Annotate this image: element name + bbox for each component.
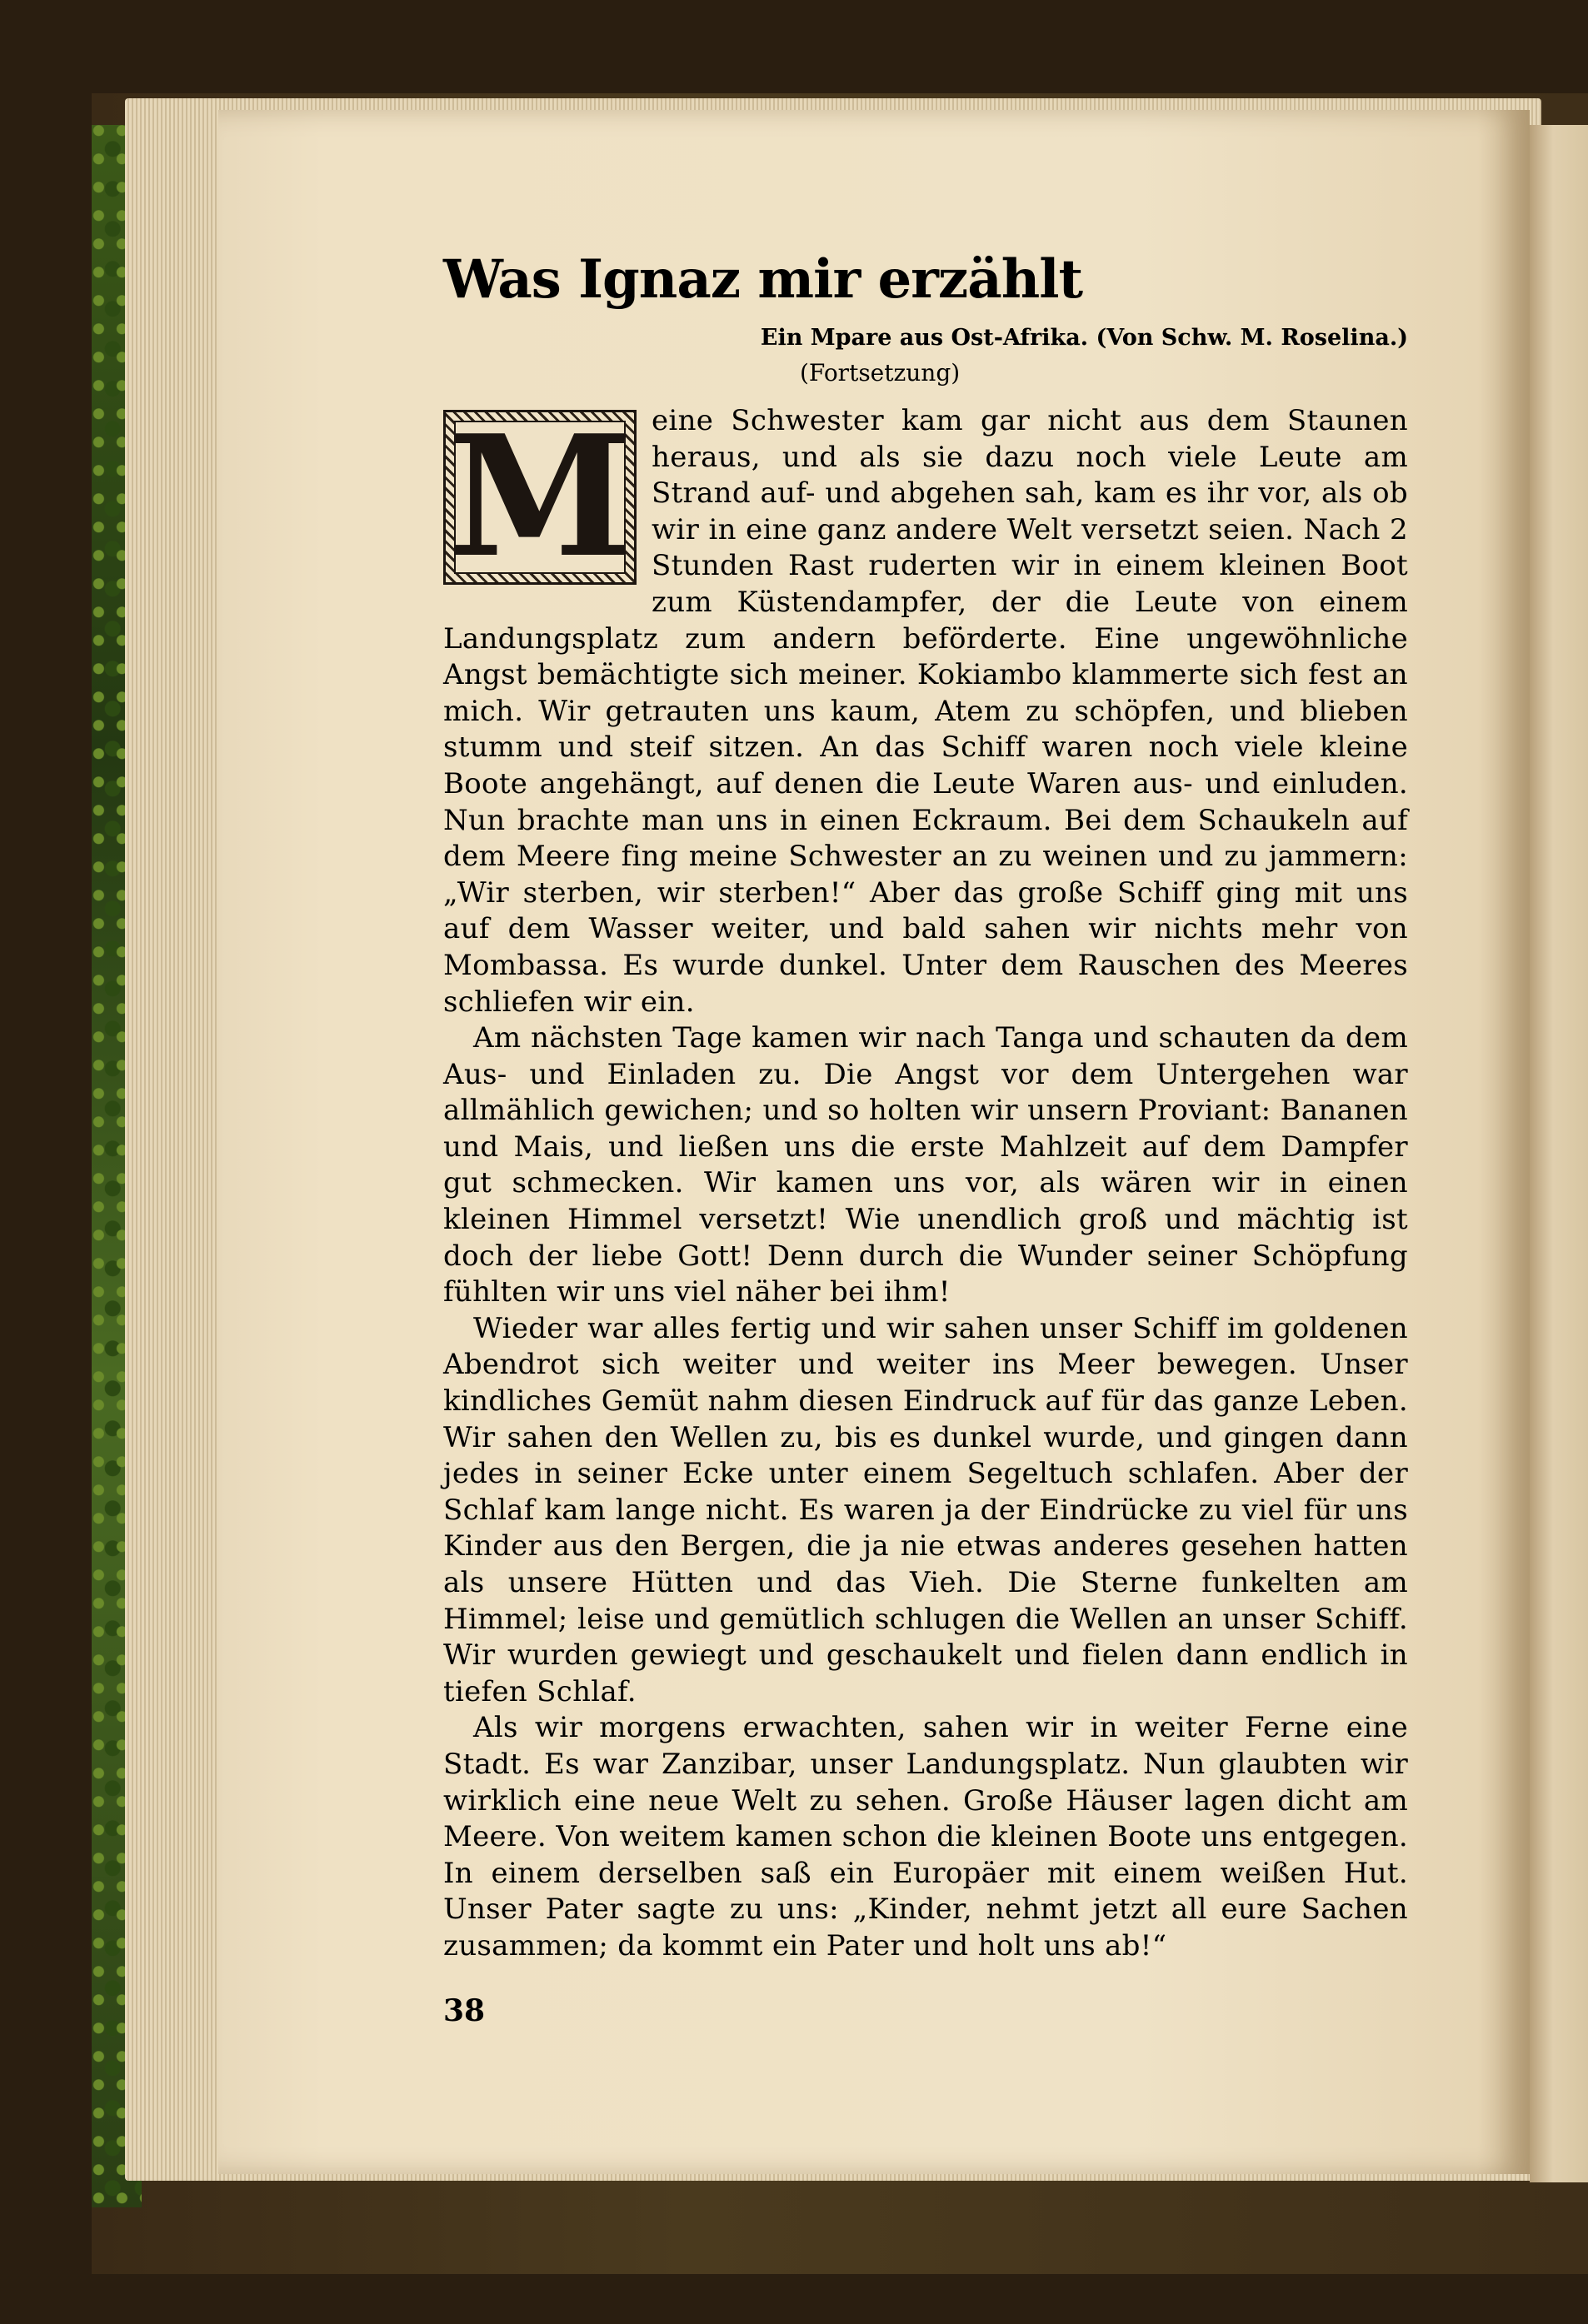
facing-page-edge bbox=[1530, 125, 1588, 2182]
article-title: Was Ignaz mir erzählt bbox=[443, 248, 1083, 311]
paragraph-2: Am nächsten Tage kamen wir nach Tanga und schauten da dem Aus- und Einladen zu. Die Angst vor dem Untergehen war allmählich gewichen; und so holten wir unsern Proviant: Bananen und Mais, und ließen uns die erste Mahlzeit auf dem Dampfer gut schmecken. Wir kamen uns vor, als wären wir in einen kleinen Himmel versetzt! Wie unendlich groß und mächtig ist doch der liebe Gott! Denn durch die Wunder seiner Schöpfung fühlten wir uns viel näher bei ihm! bbox=[443, 1021, 1408, 1309]
paragraph-3: Wieder war alles fertig und wir sahen unser Schiff im goldenen Abendrot sich weiter und weiter ins Meer bewegen. Unser kindliches Gemüt nahm diesen Eindruck auf für das ganze Leben. Wir sahen den Wellen zu, bis es dunkel wurde, und gingen dann jedes in seiner Ecke unter einem Segeltuch schlafen. Aber der Schlaf kam lange nicht. Es waren ja der Eindrücke zu viel für uns Kinder aus den Bergen, die ja nie etwas anderes gesehen hatten als unsere Hütten und das Vieh. Die Sterne funkelten am Himmel; leise und gemütlich schlugen die Wellen an unser Schiff. Wir wurden gewiegt und geschaukelt und fielen dann endlich in tiefen Schlaf. bbox=[443, 1311, 1408, 1708]
paragraph-4: Als wir morgens erwachten, sahen wir in weiter Ferne eine Stadt. Es war Zanzibar, unser Landungsplatz. Nun glaubten wir wirklich eine neue Welt zu sehen. Große Häuser lagen dicht am Meere. Von weitem kamen schon die kleinen Boote uns entgegen. In einem derselben saß ein Europäer mit einem weißen Hut. Unser Pater sagte zu uns: „Kinder, nehmt jetzt all eure Sachen zusammen; da kommt ein Pater und holt uns ab!“ bbox=[443, 1711, 1408, 1962]
article-byline: Ein Mpare aus Ost-Afrika. (Von Schw. M. Roselina.) bbox=[760, 325, 1408, 351]
decorated-initial bbox=[443, 399, 637, 595]
paragraph-1: eine Schwester kam gar nicht aus dem Staunen heraus, und als sie dazu noch viele Leute am Strand auf- und abgehen sah, kam es ihr vor, als ob wir in eine ganz andere Welt versetzt seien. Nach 2 Stunden Rast ruderten wir in einem kleinen Boot zum Küstendampfer, der die Leute von einem Landungsplatz zum andern beförderte. Eine ungewöhnliche Angst bemächtigte sich meiner. Kokiambo klammerte sich fest an mich. Wir getrauten uns kaum, Atem zu schöpfen, und blieben stumm und steif sitzen. An das Schiff waren noch viele kleine Boote angehängt, auf denen die Leute Waren aus- und einluden. Nun brachte man uns in einen Eckraum. Bei dem Schaukeln auf dem Meere fing meine Schwester an zu weinen und zu jammern: „Wir sterben, wir sterben!“ Aber das große Schiff ging mit uns auf dem Wasser weiter, und bald sahen wir nichts mehr von Mombassa. Es wurde dunkel. Unter dem Rauschen des Meeres schliefen wir ein. bbox=[443, 404, 1408, 1019]
article-body bbox=[443, 399, 1408, 1965]
page-number: 38 bbox=[443, 1993, 486, 2028]
initial-letter: M bbox=[447, 399, 632, 595]
continuation-note: (Fortsetzung) bbox=[800, 359, 961, 387]
decorated-initial-frame bbox=[447, 399, 632, 595]
